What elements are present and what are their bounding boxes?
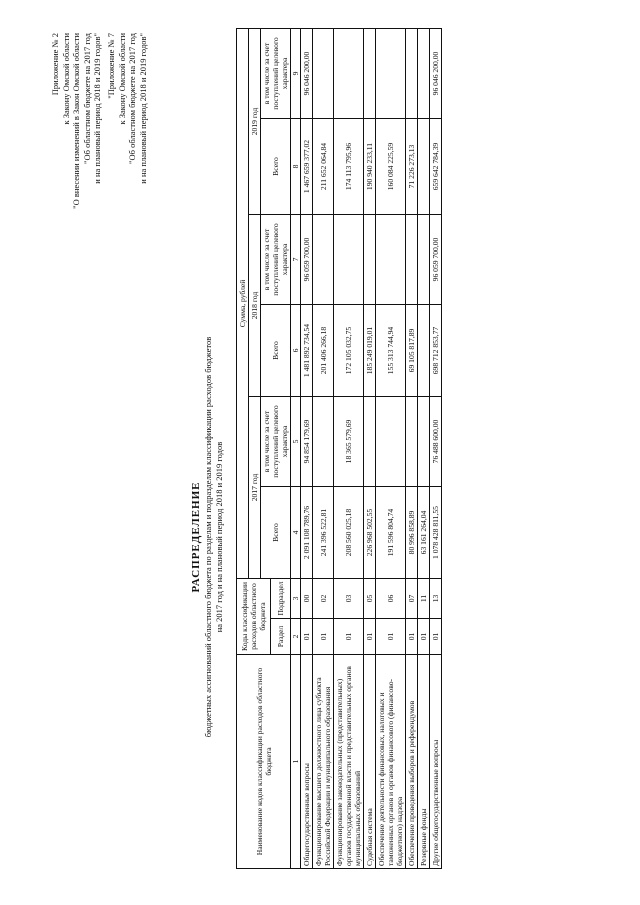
header-amount: Сумма, рублей: [237, 29, 249, 579]
row-targeted-2018: 96 059 700,00: [430, 215, 442, 305]
row-total-2018: 1 481 892 734,54: [301, 305, 313, 397]
header-total: Всего: [261, 487, 291, 579]
row-subsection: 00: [301, 579, 313, 619]
header-subsection: Подраздел: [271, 579, 291, 619]
column-index: 6: [291, 305, 301, 397]
row-subsection: 03: [334, 579, 364, 619]
row-targeted-2018: [376, 215, 406, 305]
annex-original-header: [106, 33, 148, 453]
row-targeted-2019: [406, 29, 418, 119]
row-total-2018: [418, 305, 430, 397]
title-main: РАСПРЕДЕЛЕНИЕ: [190, 481, 202, 593]
annex-header: [50, 33, 103, 453]
row-section: 01: [418, 619, 430, 655]
row-subsection: 11: [418, 579, 430, 619]
row-name: Другие общегосударственные вопросы: [430, 655, 442, 869]
row-name: Общегосударственные вопросы: [301, 655, 313, 869]
row-section: 01: [406, 619, 418, 655]
row-name: Судебная система: [364, 655, 376, 869]
header-total: Всего: [261, 119, 291, 215]
header-name: Наименование кодов классификации расходов областного бюджета: [237, 655, 291, 869]
header-section: Раздел: [271, 619, 291, 655]
row-targeted-2017: 76 488 600,00: [430, 397, 442, 487]
annex-line: "Об областном бюджете на 2017 год: [81, 33, 92, 164]
annex-line: и на плановый период 2018 и 2019 годов": [137, 33, 148, 184]
column-index: 9: [291, 29, 301, 119]
column-index: 4: [291, 487, 301, 579]
row-total-2018: 155 313 744,94: [376, 305, 406, 397]
header-targeted: в том числе за счет поступлений целевого характера: [261, 29, 291, 119]
table-row: [313, 29, 334, 869]
annex-line: Приложение № 2: [50, 33, 60, 96]
row-subsection: 05: [364, 579, 376, 619]
title-subtitle: на 2017 год и на плановый период 2018 и 2019 годов: [213, 441, 224, 633]
row-total-2018: 185 249 019,01: [364, 305, 376, 397]
row-total-2017: 226 968 502,55: [364, 487, 376, 579]
row-total-2017: 2 091 108 789,76: [301, 487, 313, 579]
row-targeted-2017: 94 854 179,69: [301, 397, 313, 487]
column-index: 7: [291, 215, 301, 305]
row-targeted-2017: [418, 397, 430, 487]
row-targeted-2019: 96 046 200,00: [430, 29, 442, 119]
header-targeted: в том числе за счет поступлений целевого характера: [261, 215, 291, 305]
row-total-2019: 659 642 784,39: [430, 119, 442, 215]
column-index: 1: [291, 655, 301, 869]
budget-table-wrapper: [236, 29, 442, 869]
header-total: Всего: [261, 305, 291, 397]
row-targeted-2017: [364, 397, 376, 487]
row-total-2018: 69 105 817,89: [406, 305, 418, 397]
row-section: 01: [376, 619, 406, 655]
row-targeted-2018: [418, 215, 430, 305]
row-total-2017: 208 560 025,18: [334, 487, 364, 579]
document-title: [190, 327, 224, 747]
row-targeted-2018: [313, 215, 334, 305]
row-section: 01: [334, 619, 364, 655]
row-subsection: 13: [430, 579, 442, 619]
row-total-2017: 80 996 858,89: [406, 487, 418, 579]
table-row: [418, 29, 430, 869]
row-total-2019: 211 652 064,84: [313, 119, 334, 215]
budget-table: [236, 28, 442, 869]
row-targeted-2018: [334, 215, 364, 305]
row-total-2019: [418, 119, 430, 215]
header-year-2019: 2019 год: [249, 29, 261, 215]
row-section: 01: [313, 619, 334, 655]
annex-line: к Закону Омской области: [60, 33, 71, 125]
header-year-2018: 2018 год: [249, 215, 261, 397]
row-targeted-2017: [376, 397, 406, 487]
table-row: [301, 29, 313, 869]
annex-line: "Об областном бюджете на 2017 год: [127, 33, 137, 164]
row-total-2017: 191 596 804,74: [376, 487, 406, 579]
row-name: Функционирование законодательных (представительных) органов государственной власти и представительных органов муниципальных образований: [334, 655, 364, 869]
annex-line: "О внесении изменений в Закон Омской области: [71, 33, 81, 209]
row-targeted-2017: [313, 397, 334, 487]
row-total-2019: 190 940 233,11: [364, 119, 376, 215]
row-total-2018: 698 712 853,77: [430, 305, 442, 397]
row-total-2017: 241 396 522,81: [313, 487, 334, 579]
column-index: 2: [291, 619, 301, 655]
row-name: Функционирование высшего должностного лица субъекта Российской Федерации и муниципального образования: [313, 655, 334, 869]
row-targeted-2018: 96 059 700,00: [301, 215, 313, 305]
row-targeted-2017: 18 365 579,69: [334, 397, 364, 487]
table-row: [364, 29, 376, 869]
row-section: 01: [301, 619, 313, 655]
column-index: 8: [291, 119, 301, 215]
row-targeted-2019: 96 046 200,00: [301, 29, 313, 119]
row-total-2019: 160 084 225,59: [376, 119, 406, 215]
row-name: Обеспечение проведения выборов и референдумов: [406, 655, 418, 869]
row-subsection: 06: [376, 579, 406, 619]
row-targeted-2019: [334, 29, 364, 119]
column-index: 3: [291, 579, 301, 619]
row-section: 01: [364, 619, 376, 655]
table-row: [376, 29, 406, 869]
row-targeted-2019: [418, 29, 430, 119]
row-total-2018: 201 406 266,18: [313, 305, 334, 397]
row-name: Резервные фонды: [418, 655, 430, 869]
table-row: [406, 29, 418, 869]
row-total-2017: 1 078 428 811,55: [430, 487, 442, 579]
row-total-2017: 63 161 264,04: [418, 487, 430, 579]
row-section: 01: [430, 619, 442, 655]
annex-line: к Закону Омской области: [116, 33, 127, 125]
row-name: Обеспечение деятельности финансовых, налоговых и таможенных органов и органов финансового (финансово-бюджетного) надзора: [376, 655, 406, 869]
title-subtitle: бюджетных ассигнований областного бюджета по разделам и подразделам классификации расходов бюджетов: [203, 336, 213, 738]
row-targeted-2019: [313, 29, 334, 119]
row-subsection: 02: [313, 579, 334, 619]
header-targeted: в том числе за счет поступлений целевого характера: [261, 397, 291, 487]
table-row: [430, 29, 442, 869]
document-page: [40, 27, 600, 877]
annex-line: "Приложение № 7: [106, 33, 116, 99]
row-total-2019: 174 113 795,96: [334, 119, 364, 215]
row-total-2019: 71 226 273,13: [406, 119, 418, 215]
row-targeted-2019: [364, 29, 376, 119]
row-targeted-2017: [406, 397, 418, 487]
header-year-2017: 2017 год: [249, 397, 261, 579]
row-targeted-2019: [376, 29, 406, 119]
row-total-2019: 1 467 659 377,02: [301, 119, 313, 215]
row-subsection: 07: [406, 579, 418, 619]
table-row: [334, 29, 364, 869]
header-codes: Коды классификации расходов областного бюджета: [237, 579, 271, 655]
row-total-2018: 172 105 032,75: [334, 305, 364, 397]
row-targeted-2018: [406, 215, 418, 305]
row-targeted-2018: [364, 215, 376, 305]
column-index: 5: [291, 397, 301, 487]
annex-line: и на плановый период 2018 и 2019 годов": [92, 33, 102, 184]
